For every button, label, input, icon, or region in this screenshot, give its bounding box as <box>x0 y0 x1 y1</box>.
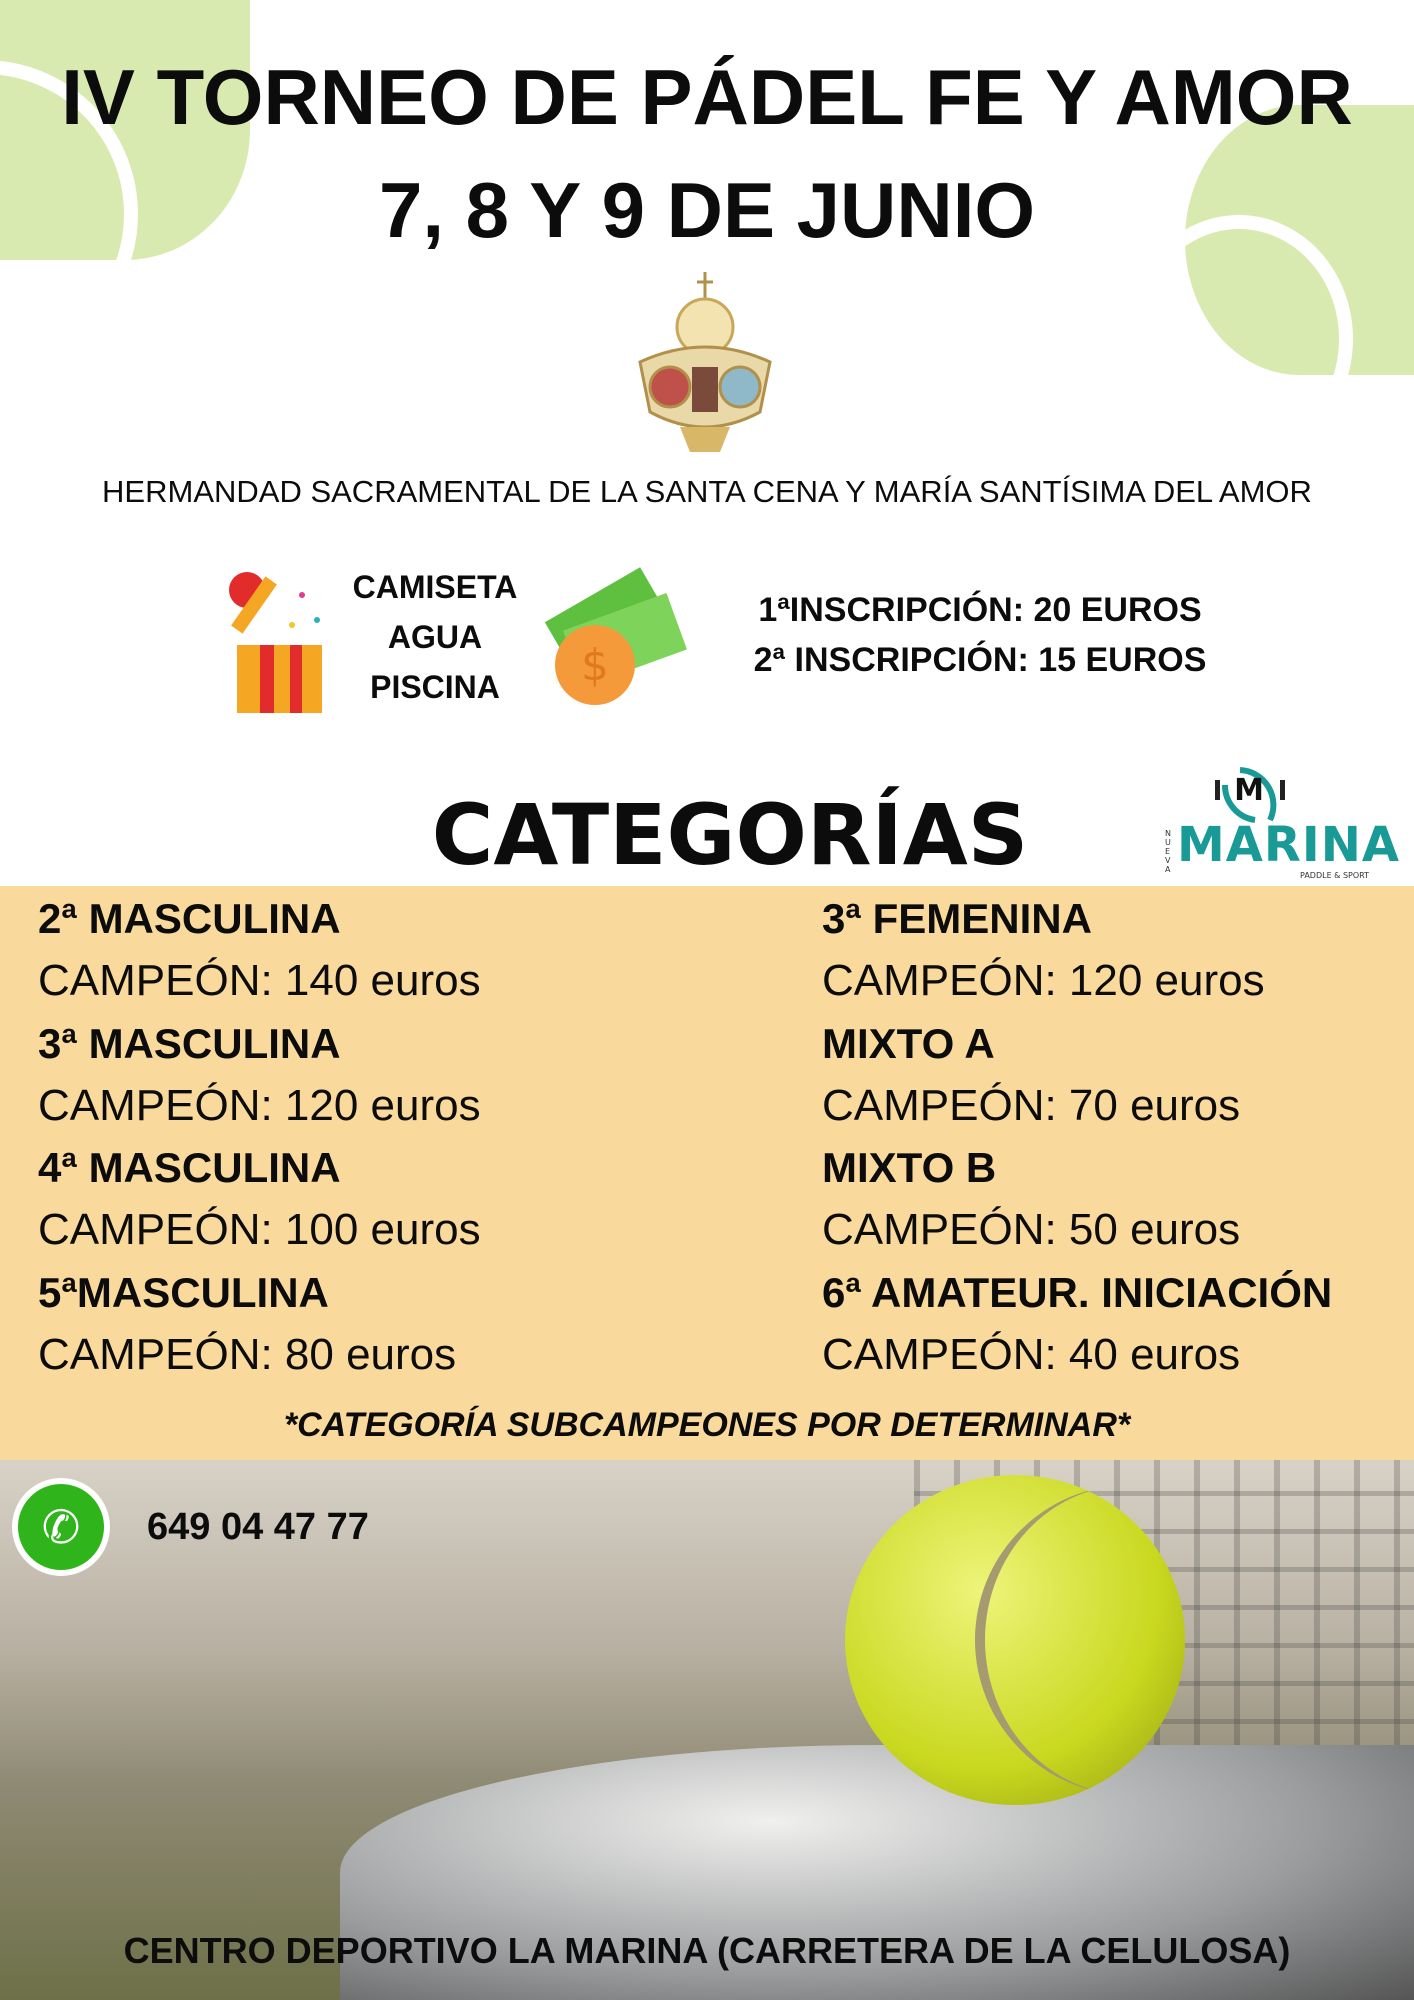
sponsor-tagline: PADDLE & SPORT <box>1300 871 1370 880</box>
category-name: 3ª MASCULINA <box>38 1019 341 1067</box>
category-name: 3ª FEMENINA <box>822 895 1092 942</box>
svg-text:$: $ <box>581 640 609 691</box>
category-name: 4ª MASCULINA <box>38 1144 341 1192</box>
category-prize: CAMPEÓN: 120 euros <box>822 956 1265 1006</box>
category-name: MIXTO A <box>822 1019 995 1067</box>
categories-right <box>822 888 1332 1386</box>
organizer-name: HERMANDAD SACRAMENTAL DE LA SANTA CENA Y MARÍA SANTÍSIMA DEL AMOR <box>102 474 1312 509</box>
money-icon <box>535 560 695 710</box>
category-name: 2ª MASCULINA <box>38 895 341 942</box>
category-prize: CAMPEÓN: 70 euros <box>822 1080 1241 1130</box>
category-prize: CAMPEÓN: 40 euros <box>822 1330 1241 1380</box>
categories-heading: CATEGORÍAS <box>431 786 1029 884</box>
perks-list <box>330 562 540 712</box>
category-name: 5ªMASCULINA <box>38 1268 329 1316</box>
category-name: 6ª AMATEUR. INICIACIÓN <box>822 1268 1333 1316</box>
poster-dates: 7, 8 Y 9 DE JUNIO <box>378 166 1036 254</box>
categories-left <box>38 888 481 1386</box>
gift-icon <box>222 565 342 715</box>
runner-up-note: *CATEGORÍA SUBCAMPEONES POR DETERMINAR* <box>283 1406 1131 1444</box>
category-prize: CAMPEÓN: 100 euros <box>38 1205 481 1255</box>
perk-item: CAMISETA <box>352 569 518 605</box>
sponsor-logo <box>1165 745 1401 880</box>
category-name: MIXTO B <box>822 1144 997 1192</box>
svg-text:M: M <box>1234 773 1264 808</box>
phone-number[interactable]: 649 04 47 77 <box>147 1506 369 1548</box>
category-prize: CAMPEÓN: 50 euros <box>822 1205 1241 1255</box>
perk-item: PISCINA <box>370 669 500 705</box>
venue-address: CENTRO DEPORTIVO LA MARINA (CARRETERA DE LA CELULOSA) <box>123 1930 1291 1971</box>
category-prize: CAMPEÓN: 120 euros <box>38 1080 481 1130</box>
brotherhood-crest-icon <box>630 272 780 457</box>
ball-image <box>845 1475 1185 1805</box>
category-prize: CAMPEÓN: 80 euros <box>38 1330 457 1380</box>
perk-item: AGUA <box>387 619 483 655</box>
whatsapp-icon[interactable]: ✆ <box>12 1478 110 1576</box>
fee-second: 2ª INSCRIPCIÓN: 15 EUROS <box>753 641 1207 679</box>
sponsor-emblem-icon <box>1165 745 1385 825</box>
poster-title: IV TORNEO DE PÁDEL FE Y AMOR <box>61 53 1353 141</box>
fee-first: 1ªINSCRIPCIÓN: 20 EUROS <box>758 591 1202 629</box>
sponsor-logo-text: MARINA <box>1177 817 1401 873</box>
sponsor-prefix: NUEVA <box>1165 829 1171 874</box>
registration-fees <box>720 585 1240 685</box>
category-prize: CAMPEÓN: 140 euros <box>38 956 481 1006</box>
